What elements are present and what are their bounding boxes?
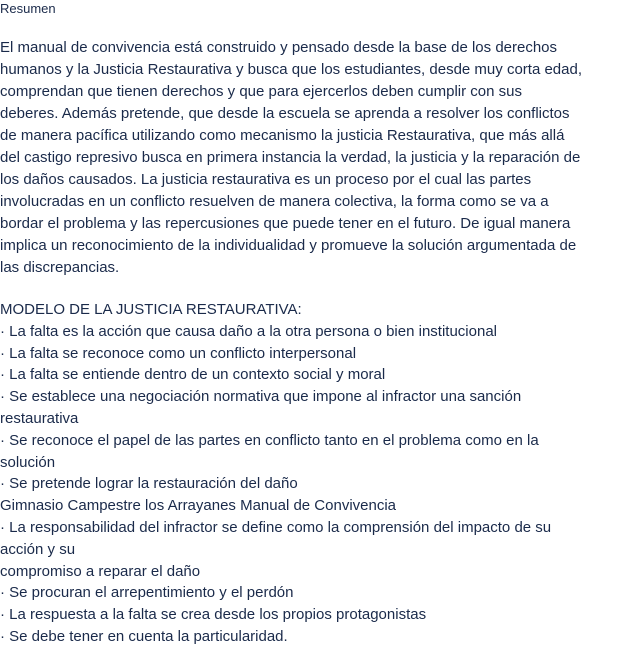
model-line: restaurativa (0, 409, 79, 427)
abstract-line: humanos y la Justicia Restaurativa y busca que los estudiantes, desde muy corta edad, (0, 61, 582, 78)
abstract-line: deberes. Además pretende, que desde la escuela se aprenda a resolver los conflictos (0, 105, 570, 122)
model-line: · Se debe tener en cuenta la particularidad. (0, 627, 288, 645)
model-line: · Se reconoce el papel de las partes en conflicto tanto en el problema como en la (0, 431, 539, 449)
model-line: · Se procuran el arrepentimiento y el perdón (0, 584, 294, 602)
abstract-line: bordar el problema y las repercusiones que puede tener en el futuro. De igual manera (0, 215, 571, 232)
model-line: · La responsabilidad del infractor se define como la comprensión del impacto de su (0, 518, 552, 536)
model-line: compromiso a reparar el daño (0, 562, 201, 580)
section-label: Resumen (0, 1, 56, 16)
model-line: · Se pretende lograr la restauración del daño (0, 475, 298, 493)
abstract-line: comprendan que tienen derechos y que para ejercerlos deben cumplir con sus (0, 83, 522, 100)
abstract-line: El manual de convivencia está construido y pensado desde la base de los derechos (0, 39, 558, 56)
abstract-line: del castigo represivo busca en primera instancia la verdad, la justicia y la reparación de (0, 149, 581, 166)
model-line: · La falta se entiende dentro de un contexto social y moral (0, 366, 386, 384)
abstract-line: de manera pacífica utilizando como mecanismo la justicia Restaurativa, que más allá (0, 127, 565, 144)
abstract-line: implica un reconocimiento de la individualidad y promueve la solución argumentada de (0, 237, 577, 254)
model-line: · La falta es la acción que causa daño a la otra persona o bien institucional (0, 322, 497, 340)
model-line: acción y su (0, 540, 76, 558)
abstract-line: las discrepancias. (0, 259, 120, 276)
model-line: · La respuesta a la falta se crea desde los propios protagonistas (0, 606, 427, 624)
abstract-line: involucradas en un conflicto resuelven de manera colectiva, la forma como se va a (0, 193, 549, 210)
abstract-paragraph (0, 37, 621, 279)
model-heading: MODELO DE LA JUSTICIA RESTAURATIVA: (0, 301, 302, 318)
model-line: · Se establece una negociación normativa que impone al infractor una sanción (0, 388, 522, 406)
model-line: solución (0, 453, 56, 471)
abstract-line: los daños causados. La justicia restaurativa es un proceso por el cual las partes (0, 171, 532, 188)
running-header-line: Gimnasio Campestre los Arrayanes Manual de Convivencia (0, 497, 397, 515)
model-line: · La falta se reconoce como un conflicto interpersonal (0, 344, 357, 362)
restorative-model-list (0, 299, 621, 648)
